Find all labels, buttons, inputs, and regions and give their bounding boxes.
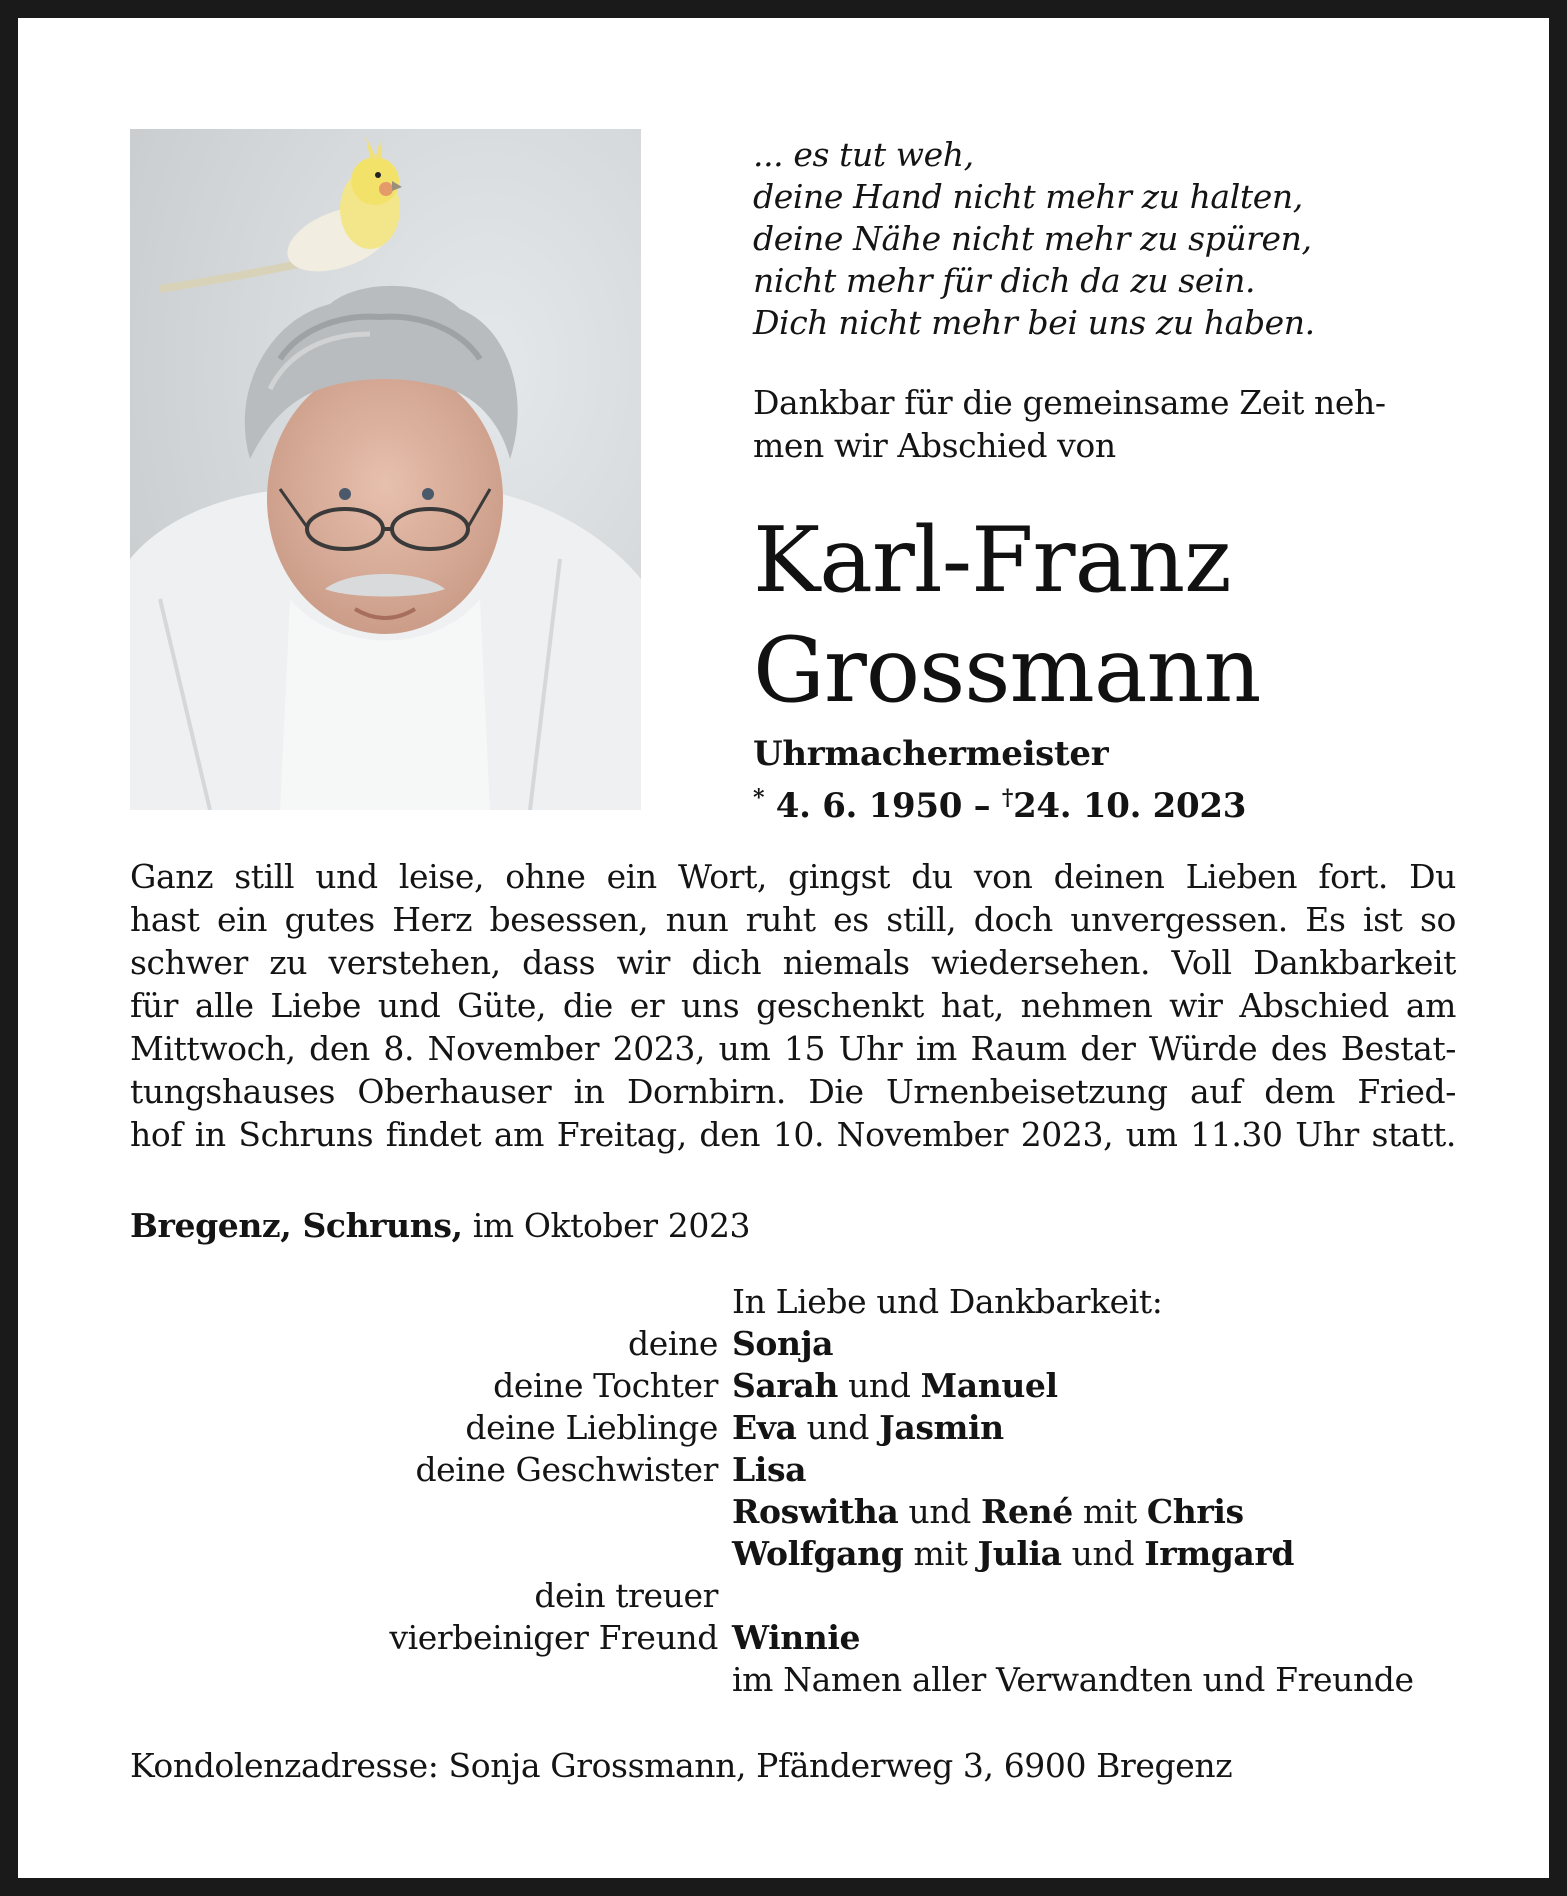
mourners-list (130, 1281, 1470, 1701)
relationship-label (130, 1659, 732, 1701)
poem-line: deine Hand nicht mehr zu halten, (753, 177, 1303, 216)
mourner-row (130, 1617, 1470, 1659)
relationship-label (130, 1491, 732, 1533)
intro-line: men wir Abschied von (753, 426, 1116, 465)
relationship-label: deine Tochter (493, 1366, 718, 1405)
portrait-photo (130, 129, 641, 810)
mourner-name: Jasmin (879, 1408, 1004, 1447)
announcement-text (130, 855, 1456, 1156)
announcement-line: schwer zu verstehen, dass wir dich niemals wiedersehen. Voll Dankbarkeit (130, 943, 1456, 982)
first-name: Karl-Franz (753, 508, 1231, 613)
mourner-name: Wolfgang (732, 1534, 904, 1573)
connector-text: und (837, 1366, 921, 1405)
announcement-line: für alle Liebe und Güte, die er uns geschenkt hat, nehmen wir Abschied am (130, 986, 1456, 1025)
intro-text (753, 381, 1473, 467)
poem-line: deine Nähe nicht mehr zu spüren, (753, 219, 1312, 258)
mourner-name: Manuel (920, 1366, 1058, 1405)
announcement-line: Mittwoch, den 8. November 2023, um 15 Uhr im Raum der Würde des Bestat- (130, 1029, 1456, 1068)
mourner-name: Eva (732, 1408, 797, 1447)
mourner-name: Lisa (732, 1450, 807, 1489)
mourner-names (732, 1449, 806, 1491)
connector-text: mit (1072, 1492, 1147, 1531)
connector-text: und (1061, 1534, 1145, 1573)
place-and-date (130, 1204, 750, 1247)
mourner-row (130, 1449, 1470, 1491)
connector-text: im Namen aller Verwandten und Freunde (732, 1660, 1414, 1699)
poem (753, 134, 1453, 344)
portrait-illustration (130, 129, 641, 810)
mourner-names (732, 1407, 1004, 1449)
announcement-line: tungshauses Oberhauser in Dornbirn. Die Urnenbeisetzung auf dem Fried- (130, 1072, 1456, 1111)
connector-text: und (898, 1492, 982, 1531)
mourner-names (732, 1659, 1414, 1701)
mourner-row (130, 1407, 1470, 1449)
mourner-name: Sarah (732, 1366, 838, 1405)
mourner-name: Roswitha (732, 1492, 899, 1531)
birth-symbol: * (753, 785, 765, 811)
date-separator: – (973, 786, 991, 826)
profession: Uhrmachermeister (753, 734, 1109, 774)
announcement-date: im Oktober 2023 (472, 1206, 751, 1245)
mourner-row (130, 1659, 1470, 1701)
connector-text: mit (903, 1534, 978, 1573)
birth-date: 4. 6. 1950 (775, 786, 963, 826)
poem-line: nicht mehr für dich da zu sein. (753, 261, 1256, 300)
announcement-line: hof in Schruns findet am Freitag, den 10. November 2023, um 11.30 Uhr statt. (130, 1115, 1456, 1154)
mourner-row (130, 1491, 1470, 1533)
connector-text: und (796, 1408, 880, 1447)
mourner-names (732, 1323, 833, 1365)
mourner-row (130, 1365, 1470, 1407)
last-name: Grossmann (753, 618, 1261, 723)
announcement-line: hast ein gutes Herz besessen, nun ruht es still, doch unvergessen. Es ist so (130, 900, 1456, 939)
mourner-name: Sonja (732, 1324, 834, 1363)
mourners-heading-row (130, 1281, 1470, 1323)
mourner-row (130, 1575, 1470, 1617)
relationship-label: deine Lieblinge (465, 1408, 718, 1447)
death-symbol: † (1001, 785, 1014, 811)
mourner-names (732, 1365, 1058, 1407)
mourner-rows (130, 1323, 1470, 1701)
announcement-line: Ganz still und leise, ohne ein Wort, gingst du von deinen Lieben fort. Du (130, 857, 1456, 896)
mourner-names (732, 1491, 1244, 1533)
mourner-row (130, 1323, 1470, 1365)
mourner-name: Irmgard (1144, 1534, 1295, 1573)
intro-line: Dankbar für die gemeinsame Zeit neh- (753, 383, 1386, 422)
life-dates (753, 776, 1246, 828)
mourners-heading: In Liebe und Dankbarkeit: (732, 1282, 1163, 1321)
mourner-name: Julia (977, 1534, 1062, 1573)
poem-line: ... es tut weh, (753, 135, 974, 174)
relationship-label (130, 1533, 732, 1575)
places: Bregenz, Schruns, (130, 1206, 463, 1245)
mourner-names (732, 1533, 1294, 1575)
mourner-name: Chris (1146, 1492, 1244, 1531)
relationship-label: deine Geschwister (415, 1450, 718, 1489)
poem-line: Dich nicht mehr bei uns zu haben. (753, 303, 1315, 342)
death-date: 24. 10. 2023 (1013, 786, 1247, 826)
condolence-address: Kondolenzadresse: Sonja Grossmann, Pfänderweg 3, 6900 Bregenz (130, 1746, 1233, 1785)
relationship-label: dein treuer (534, 1576, 718, 1615)
deceased-name (753, 506, 1473, 726)
relationship-label: vierbeiniger Freund (389, 1618, 718, 1657)
mourner-names (732, 1617, 860, 1659)
mourner-row (130, 1533, 1470, 1575)
relationship-label: deine (628, 1324, 718, 1363)
mourner-name: Winnie (732, 1618, 861, 1657)
mourner-name: René (981, 1492, 1073, 1531)
